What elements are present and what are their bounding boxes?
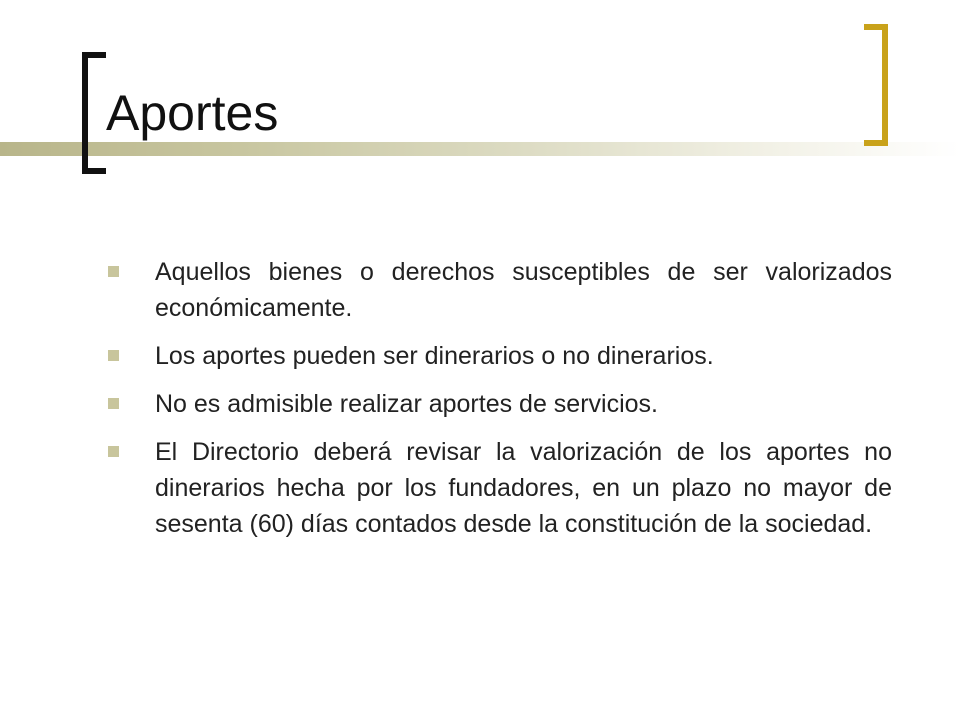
bullet-list bbox=[108, 254, 892, 554]
bullet-item bbox=[108, 254, 892, 326]
bullet-text: Los aportes pueden ser dinerarios o no dinerarios. bbox=[155, 342, 714, 370]
square-bullet-icon bbox=[108, 446, 119, 457]
square-bullet-icon bbox=[108, 350, 119, 361]
bullet-item bbox=[108, 434, 892, 542]
bullet-text: El Directorio deberá revisar la valorización de los aportes no dinerarios hecha por los fundadores, en un plazo no mayor de sesenta (60) días contados desde la constitución de la sociedad. bbox=[155, 438, 892, 538]
square-bullet-icon bbox=[108, 398, 119, 409]
bullet-text: Aquellos bienes o derechos susceptibles de ser valorizados económicamente. bbox=[155, 258, 892, 322]
title-band-decoration bbox=[0, 142, 960, 156]
right-bracket-decoration bbox=[864, 24, 888, 146]
left-bracket-decoration bbox=[82, 52, 106, 174]
bullet-text: No es admisible realizar aportes de servicios. bbox=[155, 390, 658, 418]
square-bullet-icon bbox=[108, 266, 119, 277]
bullet-item bbox=[108, 338, 892, 374]
bullet-item bbox=[108, 386, 892, 422]
slide-title: Aportes bbox=[106, 85, 279, 141]
